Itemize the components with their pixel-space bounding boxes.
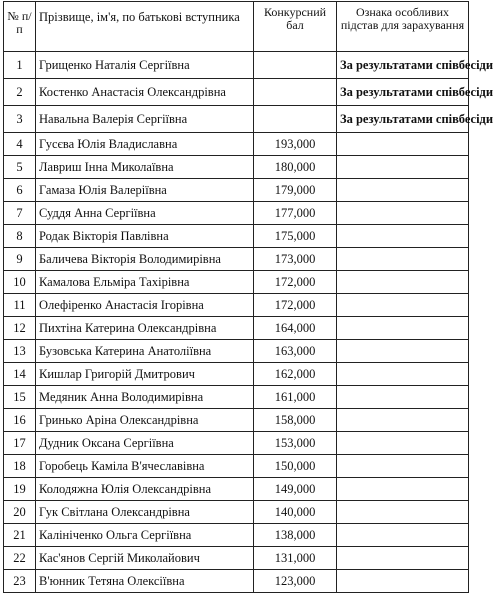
row-number: 11 [4,294,36,317]
competition-score: 172,000 [254,271,337,294]
competition-score: 131,000 [254,547,337,570]
special-grounds-note [337,524,469,547]
special-grounds-note [337,294,469,317]
row-number: 18 [4,455,36,478]
applicant-name: Камалова Ельміра Тахірівна [36,271,254,294]
table-row [4,524,469,547]
table-row [4,317,469,340]
row-number: 1 [4,52,36,79]
row-number: 9 [4,248,36,271]
competition-score: 177,000 [254,202,337,225]
special-grounds-note [337,478,469,501]
row-number: 3 [4,106,36,133]
special-grounds-note [337,133,469,156]
applicant-name: Дудник Оксана Сергіївна [36,432,254,455]
special-grounds-note: За результатами співбесіди [337,52,469,79]
row-number: 5 [4,156,36,179]
table-header-row [4,2,469,52]
special-grounds-note [337,317,469,340]
applicant-name: Медяник Анна Володимирівна [36,386,254,409]
competition-score: 172,000 [254,294,337,317]
header-full-name: Прізвище, ім'я, по батькові вступника [36,2,254,52]
applicant-name: Кишлар Григорій Дмитрович [36,363,254,386]
table-row [4,386,469,409]
table-row [4,294,469,317]
row-number: 16 [4,409,36,432]
applicant-name: Олефіренко Анастасія Ігорівна [36,294,254,317]
applicant-name: Костенко Анастасія Олександрівна [36,79,254,106]
row-number: 12 [4,317,36,340]
applicant-name: Грищенко Наталія Сергіївна [36,52,254,79]
table-row [4,133,469,156]
competition-score: 153,000 [254,432,337,455]
special-grounds-note [337,363,469,386]
competition-score [254,52,337,79]
applicant-name: Калініченко Ольга Сергіївна [36,524,254,547]
special-grounds-note [337,570,469,593]
header-competition-score: Конкурсний бал [254,2,337,52]
row-number: 20 [4,501,36,524]
special-grounds-note [337,340,469,363]
applicant-name: Родак Вікторія Павлівна [36,225,254,248]
row-number: 2 [4,79,36,106]
competition-score: 173,000 [254,248,337,271]
table-row [4,363,469,386]
row-number: 13 [4,340,36,363]
special-grounds-note [337,547,469,570]
table-row [4,156,469,179]
row-number: 14 [4,363,36,386]
table-row [4,225,469,248]
row-number: 17 [4,432,36,455]
row-number: 4 [4,133,36,156]
special-grounds-note [337,386,469,409]
competition-score: 163,000 [254,340,337,363]
applicant-name: Гринько Аріна Олександрівна [36,409,254,432]
applicant-name: Суддя Анна Сергіївна [36,202,254,225]
applicant-name: Бузовська Катерина Анатоліївна [36,340,254,363]
competition-score: 140,000 [254,501,337,524]
competition-score: 164,000 [254,317,337,340]
competition-score: 193,000 [254,133,337,156]
special-grounds-note [337,501,469,524]
applicant-name: Гусєва Юлія Владиславна [36,133,254,156]
row-number: 21 [4,524,36,547]
special-grounds-note: За результатами співбесіди [337,79,469,106]
competition-score: 179,000 [254,179,337,202]
special-grounds-note [337,225,469,248]
table-row [4,179,469,202]
special-grounds-note [337,271,469,294]
row-number: 22 [4,547,36,570]
table-row [4,478,469,501]
competition-score: 175,000 [254,225,337,248]
competition-score: 180,000 [254,156,337,179]
table-row [4,106,469,133]
row-number: 19 [4,478,36,501]
applicant-name: Кас'янов Сергій Миколайович [36,547,254,570]
table-row [4,271,469,294]
competition-score: 149,000 [254,478,337,501]
competition-score: 161,000 [254,386,337,409]
row-number: 10 [4,271,36,294]
competition-score: 138,000 [254,524,337,547]
competition-score [254,79,337,106]
applicant-name: Пихтіна Катерина Олександрівна [36,317,254,340]
special-grounds-note [337,179,469,202]
row-number: 23 [4,570,36,593]
applicants-table [3,1,493,593]
table-row [4,202,469,225]
special-grounds-note [337,409,469,432]
table-row [4,340,469,363]
table-body [4,52,493,593]
applicant-name: В'юнник Тетяна Олексіївна [36,570,254,593]
competition-score: 123,000 [254,570,337,593]
applicant-name: Навальна Валерія Сергіївна [36,106,254,133]
applicant-name: Лавриш Інна Миколаївна [36,156,254,179]
table-row [4,432,469,455]
special-grounds-note [337,248,469,271]
special-grounds-note [337,432,469,455]
applicant-name: Колодяжна Юлія Олександрівна [36,478,254,501]
header-number: № п/п [4,2,36,52]
special-grounds-note [337,202,469,225]
applicant-name: Гамаза Юлія Валеріївна [36,179,254,202]
competition-score: 158,000 [254,409,337,432]
row-number: 15 [4,386,36,409]
header-special-grounds: Ознака особливих підстав для зарахування [337,2,469,52]
table-row [4,248,469,271]
applicant-name: Гук Світлана Олександрівна [36,501,254,524]
table-row [4,79,469,106]
special-grounds-note [337,156,469,179]
row-number: 7 [4,202,36,225]
special-grounds-note: За результатами співбесіди [337,106,469,133]
applicant-name: Горобець Каміла В'ячеславівна [36,455,254,478]
row-number: 6 [4,179,36,202]
row-number: 8 [4,225,36,248]
special-grounds-note [337,455,469,478]
table-row [4,547,469,570]
table-row [4,501,469,524]
table-row [4,455,469,478]
competition-score: 150,000 [254,455,337,478]
applicant-name: Баличева Вікторія Володимирівна [36,248,254,271]
table-row [4,570,469,593]
table-row [4,409,469,432]
competition-score [254,106,337,133]
table-row [4,52,469,79]
competition-score: 162,000 [254,363,337,386]
